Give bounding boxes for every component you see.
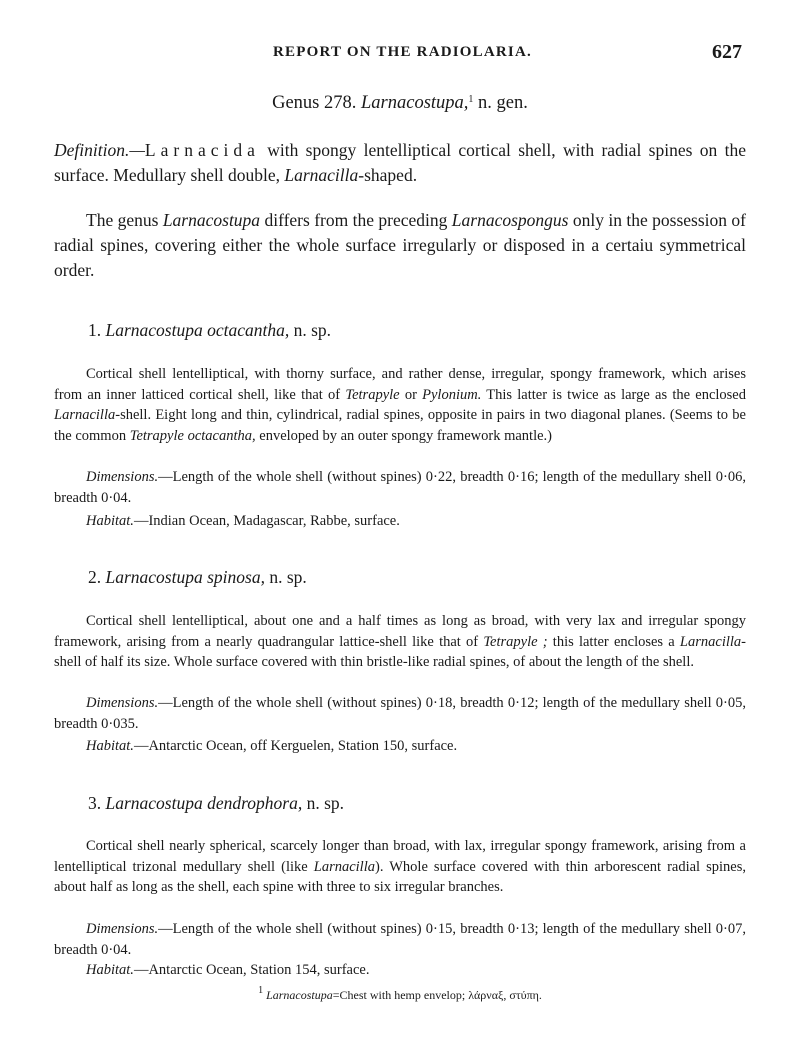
footnote-term: Larnacostupa <box>266 988 333 1002</box>
desc-italic: Larnacilla <box>679 633 742 650</box>
species-heading <box>88 567 307 588</box>
species-name: Larnacostupa dendrophora, <box>105 793 303 813</box>
genus-name: Larnacostupa, <box>361 93 469 113</box>
desc-text: ). Whole surface covered with thin arborescent radial spines, about half as long as the shell, each spine with three to six irregular branches. <box>54 858 746 896</box>
dimensions-text: —Length of the whole shell (without spines) 0·22, breadth 0·16; length of the medullary shell 0·06, breadth 0·04. <box>54 469 746 506</box>
species-number: 1. <box>88 320 102 340</box>
page-number: 627 <box>712 41 742 63</box>
dimensions-label: Dimensions. <box>86 469 159 485</box>
running-title: REPORT ON THE RADIOLARIA. <box>273 44 532 60</box>
desc-italic: Pylonium. <box>422 386 482 403</box>
desc-text: Cortical shell nearly spherical, scarcely longer than broad, with lax, irregular spongy framework, arising from a lentelliptical trizonal medullary shell (like <box>54 838 746 875</box>
desc-text: or <box>399 386 423 403</box>
habitat-text: —Antarctic Ocean, Station 154, surface. <box>133 962 370 978</box>
habitat-label: Habitat. <box>86 738 134 754</box>
species-number: 3. <box>88 793 102 813</box>
species-suffix: n. sp. <box>306 793 345 813</box>
intro-text: differs from the preceding <box>260 210 452 230</box>
dimensions-text: —Length of the whole shell (without spines) 0·15, breadth 0·13; length of the medullary shell 0·07, breadth 0·04. <box>54 921 746 958</box>
definition-paragraph <box>54 138 746 188</box>
dimensions-label: Dimensions. <box>86 695 159 711</box>
habitat-label: Habitat. <box>86 962 134 978</box>
desc-text: -shell. Eight long and thin, cylindrical, radial spines, opposite in pairs in two diagonal planes. (Seems to be the common <box>54 407 746 444</box>
footnote-greek: λάρναξ, στύπη. <box>468 988 542 1002</box>
desc-italic: Tetrapyle <box>345 386 400 403</box>
species-description <box>54 836 746 898</box>
intro-text: only in the possession of radial spines, covering either the whole surface irregularly or disposed in a certaiu symmetrical order. <box>54 210 746 280</box>
desc-text: This latter is twice as large as the enclosed <box>481 386 746 403</box>
intro-preceding-genus: Larnacospongus <box>451 210 569 230</box>
genus-prefix: Genus 278. <box>272 93 357 113</box>
desc-text: -shell of half its size. Whole surface covered with thin bristle-like radial spines, of about the length of the shell. <box>54 633 746 671</box>
species-dimensions <box>54 919 746 960</box>
intro-paragraph <box>54 208 746 283</box>
species-name: Larnacostupa spinosa, <box>105 567 265 587</box>
family-name: Larnacida <box>144 140 260 160</box>
species-description <box>54 611 746 673</box>
footnote <box>0 985 800 1003</box>
species-suffix: n. sp. <box>293 320 332 340</box>
habitat-text: —Indian Ocean, Madagascar, Rabbe, surface. <box>133 513 400 529</box>
species-habitat <box>54 960 746 981</box>
species-number: 2. <box>88 567 102 587</box>
species-name: Larnacostupa octacantha, <box>105 320 290 340</box>
intro-genus: Larnacostupa <box>162 210 261 230</box>
definition-text: with spongy lentelliptical cortical shell, with radial spines on the surface. Medullary shell double, <box>54 140 746 185</box>
species-dimensions <box>54 467 746 508</box>
dimensions-text: —Length of the whole shell (without spines) 0·18, breadth 0·12; length of the medullary shell 0·05, breadth 0·035. <box>54 695 746 732</box>
running-head <box>0 41 800 74</box>
species-habitat <box>54 736 746 757</box>
footnote-text: =Chest with hemp envelop; <box>332 988 469 1002</box>
dimensions-label: Dimensions. <box>86 921 159 937</box>
species-heading <box>88 320 331 341</box>
desc-italic: Tetrapyle ; <box>483 633 548 650</box>
genus-heading <box>0 93 800 114</box>
desc-italic: Larnacilla <box>313 858 375 875</box>
species-description <box>54 364 746 446</box>
genus-suffix: n. gen. <box>478 93 528 113</box>
definition-italic: Larnacilla <box>284 165 359 185</box>
definition-label: Definition.— <box>54 140 145 160</box>
desc-text: Cortical shell lentelliptical, with thorny surface, and rather dense, irregular, spongy framework, which arises from an inner latticed cortical shell, like that of <box>54 366 746 403</box>
species-suffix: n. sp. <box>269 567 307 587</box>
desc-italic: Tetrapyle octacantha, <box>129 427 256 444</box>
species-heading <box>88 793 344 814</box>
definition-text-end: -shaped. <box>358 165 418 185</box>
species-dimensions <box>54 693 746 734</box>
habitat-text: —Antarctic Ocean, off Kerguelen, Station 150, surface. <box>133 738 458 754</box>
habitat-label: Habitat. <box>86 513 134 529</box>
footnote-mark: 1 <box>258 985 264 996</box>
intro-text: The genus <box>86 210 163 230</box>
desc-italic: Larnacilla <box>54 407 116 424</box>
desc-text: this latter encloses a <box>547 633 680 650</box>
desc-text: enveloped by an outer spongy framework mantle.) <box>255 427 552 444</box>
species-habitat <box>54 511 746 532</box>
footnote-mark: 1 <box>468 94 474 105</box>
desc-text: Cortical shell lentelliptical, about one and a half times as long as broad, with very lax and irregular spongy framework, arising from a nearly quadrangular lattice-shell like that of <box>54 613 746 650</box>
